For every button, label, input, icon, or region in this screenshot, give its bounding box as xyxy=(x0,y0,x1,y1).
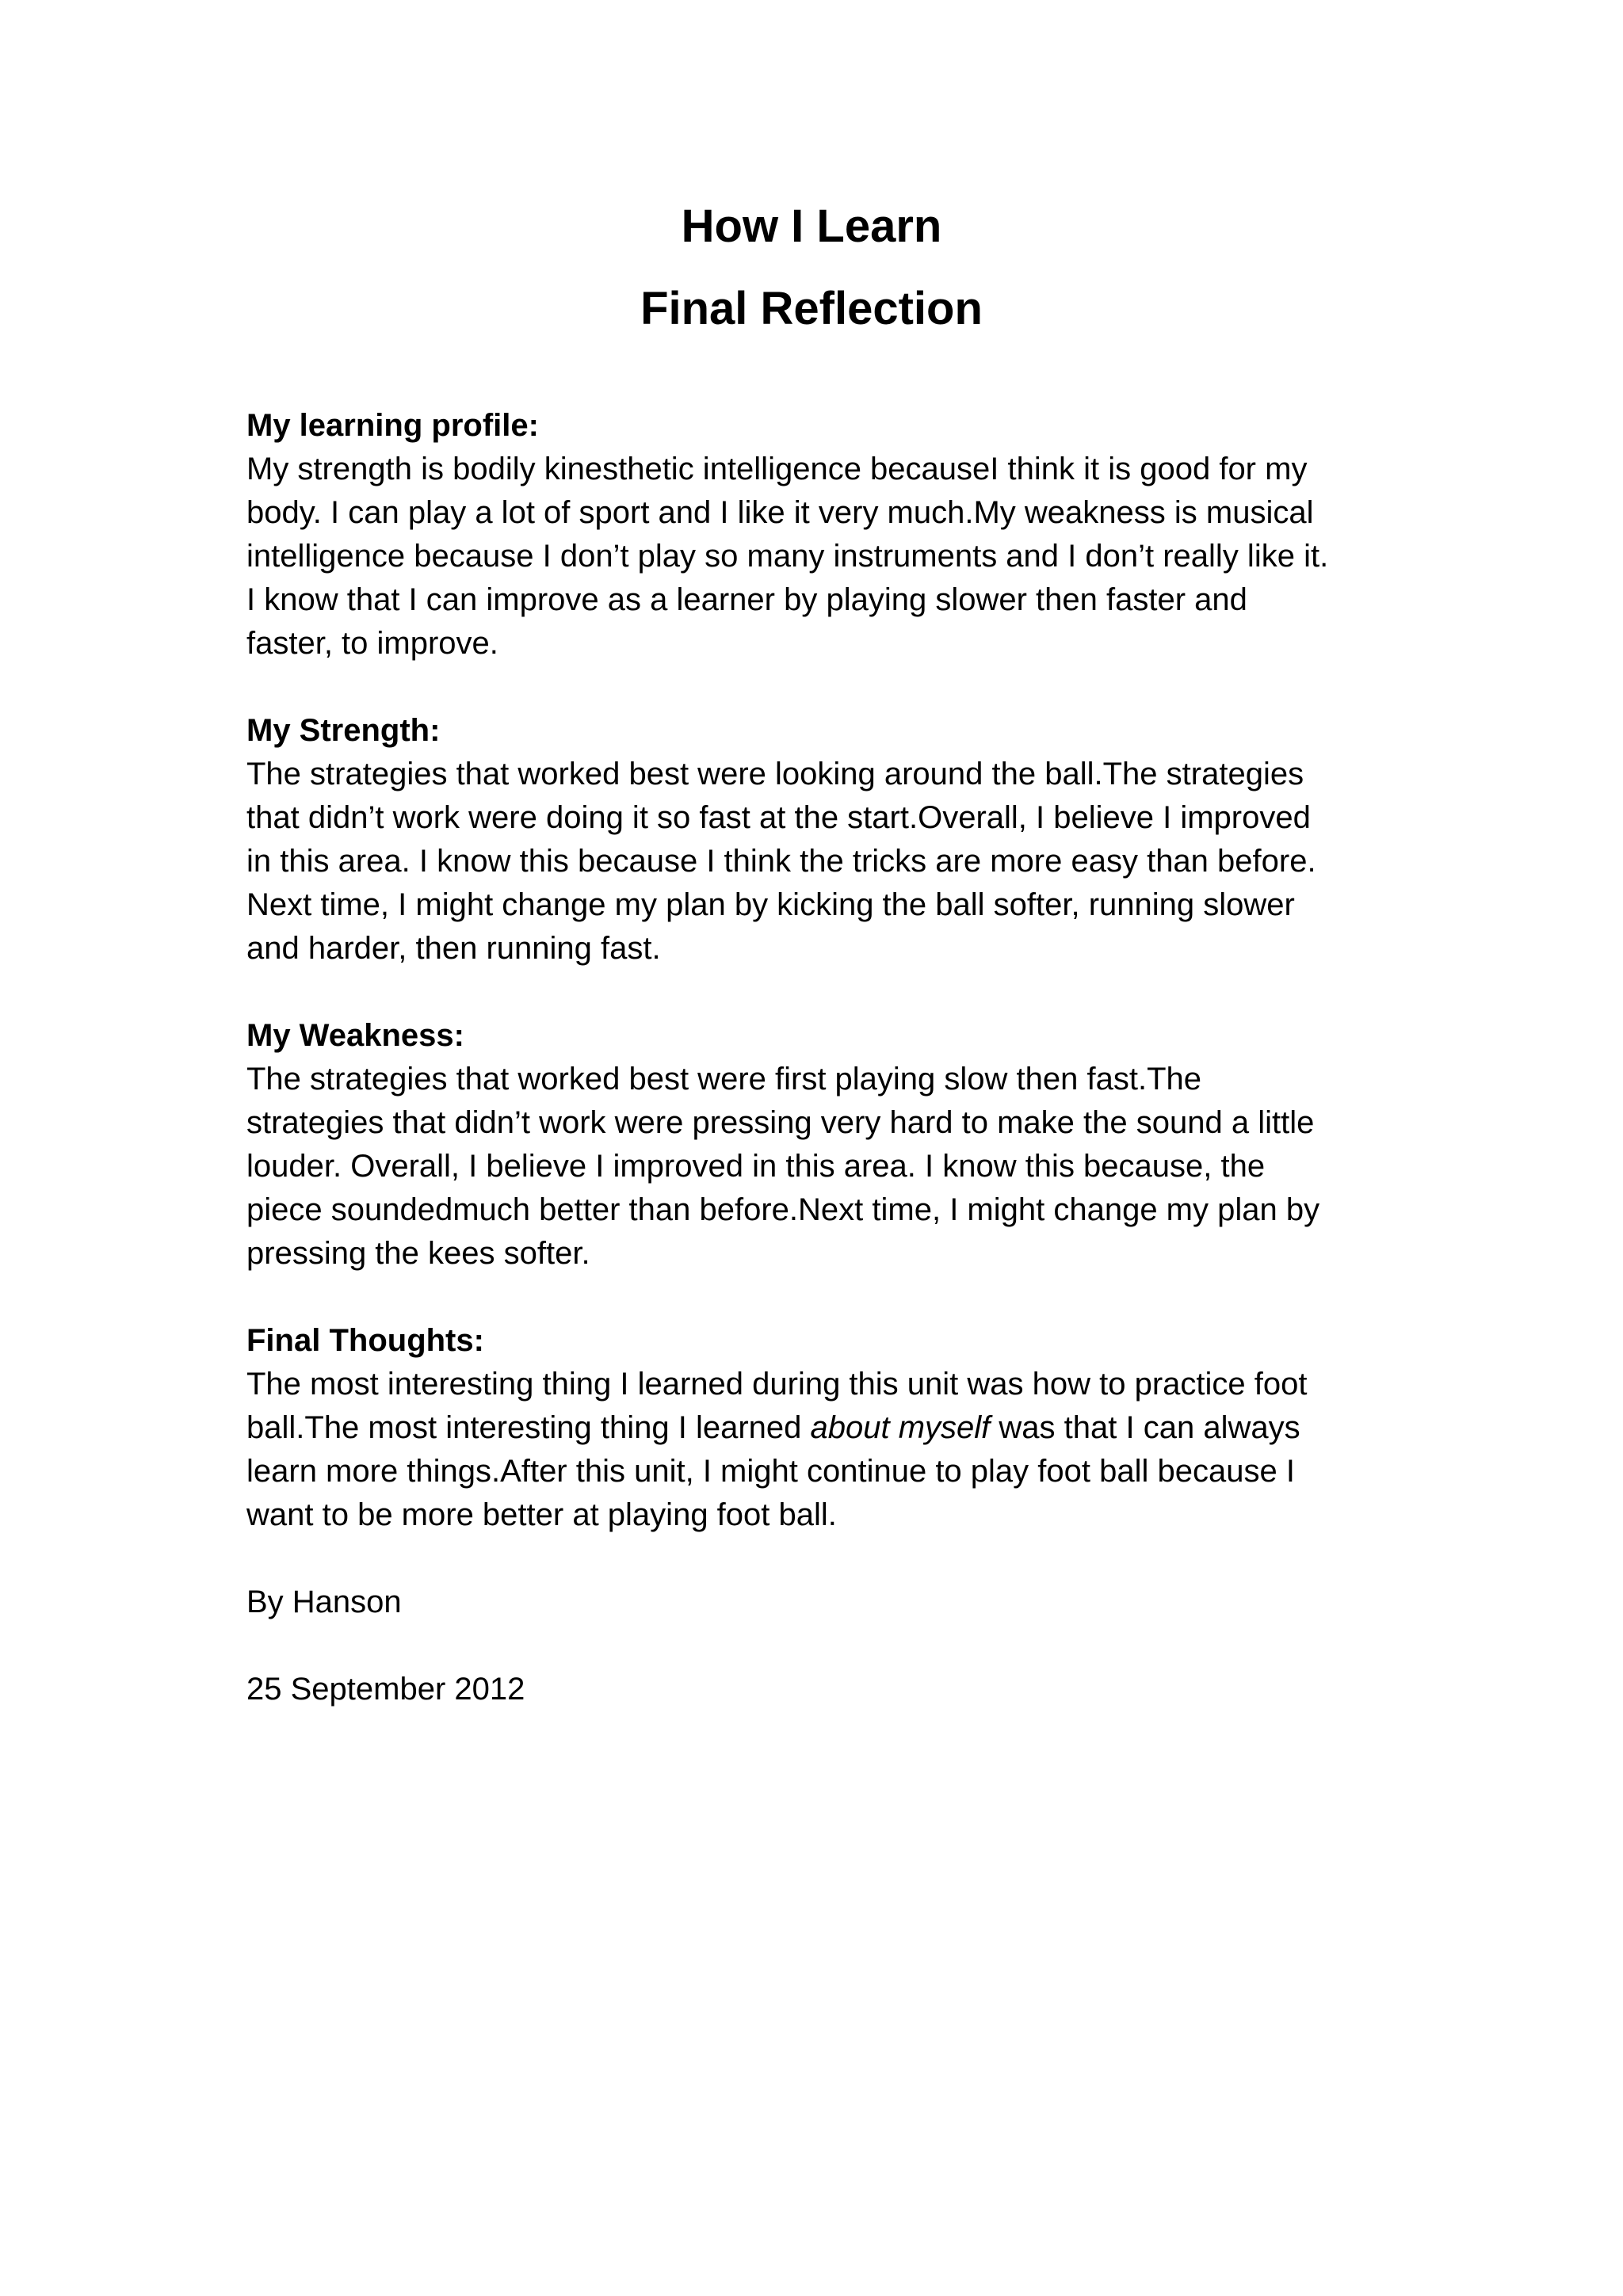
body-line: in this area. I know this because I think the tricks are more easy than before. xyxy=(246,844,1316,879)
body-line: louder. Overall, I believe I improved in this area. I know this because, the xyxy=(246,1149,1266,1184)
body-line: Next time, I might change my plan by kicking the ball softer, running slower xyxy=(246,887,1295,922)
body-line: pressing the kees softer. xyxy=(246,1236,590,1271)
signature: By Hanson xyxy=(246,1585,402,1619)
section-body xyxy=(246,448,1388,666)
section-learning-profile xyxy=(246,404,1388,666)
section-body xyxy=(246,753,1388,971)
section-my-strength xyxy=(246,709,1388,971)
section-my-weakness xyxy=(246,1014,1388,1276)
body-line: I know that I can improve as a learner by playing slower then faster and xyxy=(246,582,1247,617)
document-content xyxy=(246,404,1388,1755)
body-line xyxy=(246,1410,1300,1445)
body-text: was that I can always xyxy=(990,1410,1300,1445)
document-date: 25 September 2012 xyxy=(246,1672,525,1707)
body-line: and harder, then running fast. xyxy=(246,931,661,966)
body-line: The strategies that worked best were first playing slow then fast.The xyxy=(246,1062,1202,1097)
body-line: My strength is bodily kinesthetic intelligence becauseI think it is good for my xyxy=(246,452,1308,486)
body-text: ball.The most interesting thing I learned xyxy=(246,1410,811,1445)
section-body xyxy=(246,1363,1388,1537)
section-body xyxy=(246,1058,1388,1276)
body-line: faster, to improve. xyxy=(246,626,498,661)
italic-text: about myself xyxy=(810,1410,991,1445)
body-line: The strategies that worked best were looking around the ball.The strategies xyxy=(246,757,1304,791)
body-line: that didn’t work were doing it so fast at the start.Overall, I believe I improved xyxy=(246,800,1311,835)
body-line: strategies that didn’t work were pressing very hard to make the sound a little xyxy=(246,1105,1315,1140)
body-line: body. I can play a lot of sport and I like it very much.My weakness is musical xyxy=(246,495,1314,530)
body-line: piece soundedmuch better than before.Next time, I might change my plan by xyxy=(246,1192,1320,1227)
section-final-thoughts xyxy=(246,1319,1388,1537)
body-line: want to be more better at playing foot ball. xyxy=(246,1497,837,1532)
section-heading: My Strength: xyxy=(246,713,441,748)
body-line: learn more things.After this unit, I might continue to play foot ball because I xyxy=(246,1454,1295,1489)
section-heading: My Weakness: xyxy=(246,1018,464,1053)
title-line-1: How I Learn xyxy=(681,200,942,252)
body-line: The most interesting thing I learned during this unit was how to practice foot xyxy=(246,1367,1308,1402)
section-heading: My learning profile: xyxy=(246,408,539,443)
title-line-2: Final Reflection xyxy=(640,283,983,334)
title-block xyxy=(0,185,1623,350)
body-line: intelligence because I don’t play so many instruments and I don’t really like it. xyxy=(246,539,1329,574)
section-heading: Final Thoughts: xyxy=(246,1323,484,1358)
